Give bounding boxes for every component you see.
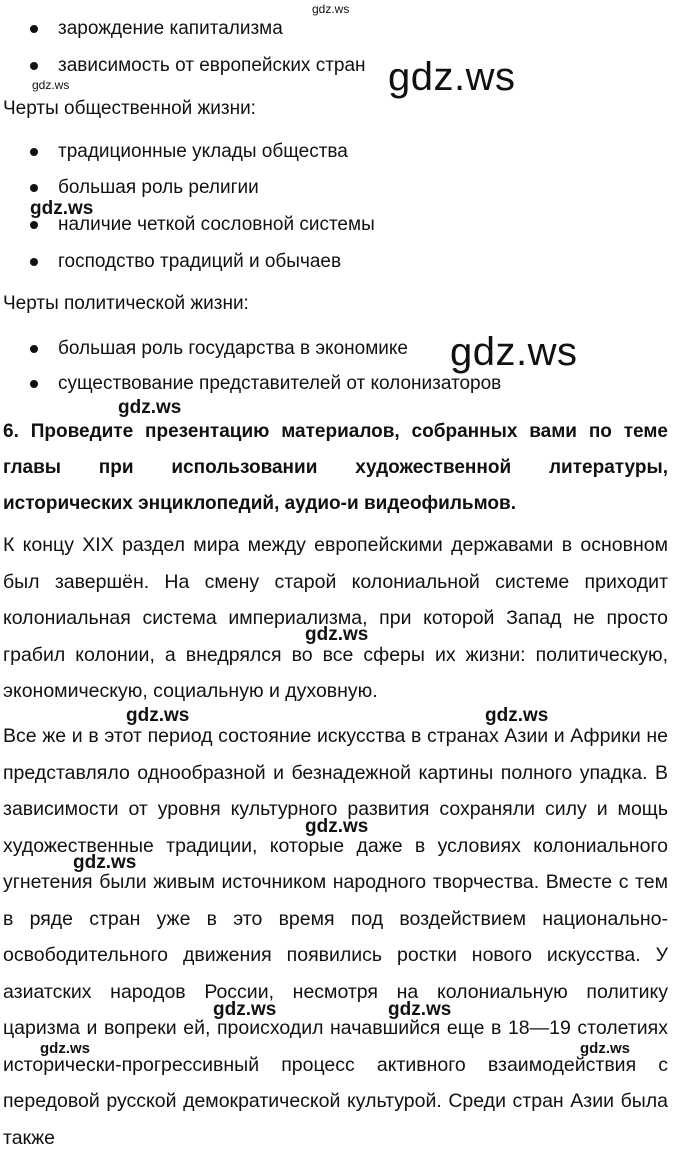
- bullet-icon: [30, 25, 38, 33]
- list-item-text: господство традиций и обычаев: [58, 251, 342, 272]
- list-item: [30, 173, 650, 203]
- list-item-text: большая роль религии: [58, 177, 259, 198]
- watermark-logo: gdz.ws: [305, 816, 369, 837]
- social-heading: Черты общественной жизни:: [3, 98, 256, 119]
- watermark-logo: gdz.ws: [118, 397, 182, 418]
- bullet-icon: [30, 62, 38, 70]
- watermark-logo: gdz.ws: [388, 55, 516, 99]
- bullet-icon: [30, 380, 38, 388]
- bullet-icon: [30, 148, 38, 156]
- watermark-logo: gdz.ws: [73, 852, 137, 873]
- watermark-logo: gdz.ws: [388, 999, 452, 1020]
- watermark-logo: gdz.ws: [213, 999, 277, 1020]
- bullet-icon: [30, 345, 38, 353]
- list-item-text: зарождение капитализма: [58, 18, 283, 39]
- bullet-icon: [30, 221, 38, 229]
- watermark-logo: gdz.ws: [580, 1040, 631, 1057]
- list-item: [30, 210, 650, 240]
- political-heading: Черты политической жизни:: [3, 293, 249, 314]
- watermark-logo: gdz.ws: [485, 705, 549, 726]
- answer-paragraph: Все же и в этот период состояние искусства в странах Азии и Африки не представляло однообразной и безнадежной картины полного упадка. В зависимости от уровня культурного развития сохраняли силу и мощь художественные традиции, которые даже в условиях колониального угнетения были живым источником народного творчества. Вместе с тем в ряде стран уже в это время под воздействием национально-освободительного движения появились ростки нового искусства. У азиатских народов России, несмотря на колониальную политику царизма и вопреки ей, происходил начавшийся еще в 18—19 столетиях исторически-прогрессивный процесс активного взаимодействия с передовой русской демократической культурой. Среди стран Азии была также: [3, 725, 668, 1149]
- task-heading: 6. Проведите презентацию материалов, собранных вами по теме главы при использовании художественной литературы, исторических энциклопедий, аудио-и видеофильмов.: [3, 421, 668, 514]
- watermark-logo: gdz.ws: [40, 1040, 91, 1057]
- list-item: [30, 247, 650, 277]
- watermark-logo: gdz.ws: [450, 330, 578, 374]
- watermark-logo: gdz.ws: [312, 2, 350, 16]
- list-item-text: большая роль государства в экономике: [58, 338, 408, 359]
- watermark-logo: gdz.ws: [32, 78, 70, 92]
- list-item: [30, 14, 650, 44]
- watermark-logo: gdz.ws: [305, 624, 369, 645]
- list-item: [30, 137, 650, 167]
- list-item-text: существование представителей от колонизаторов: [58, 373, 502, 394]
- watermark-logo: gdz.ws: [30, 198, 94, 219]
- list-item-text: наличие четкой сословной системы: [58, 214, 375, 235]
- answer-paragraph: К концу XIX раздел мира между европейскими державами в основном был завершён. На смену старой колониальной системе приходит колониальная система империализма, при которой Запад не просто грабил колонии, а внедрялся во все сферы их жизни: политическую, экономическую, социальную и духовную.: [3, 534, 668, 702]
- list-item-text: зависимость от европейских стран: [58, 55, 366, 76]
- bullet-icon: [30, 184, 38, 192]
- list-item: [30, 51, 650, 81]
- list-item-text: традиционные уклады общества: [58, 141, 348, 162]
- watermark-logo: gdz.ws: [126, 705, 190, 726]
- bullet-icon: [30, 258, 38, 266]
